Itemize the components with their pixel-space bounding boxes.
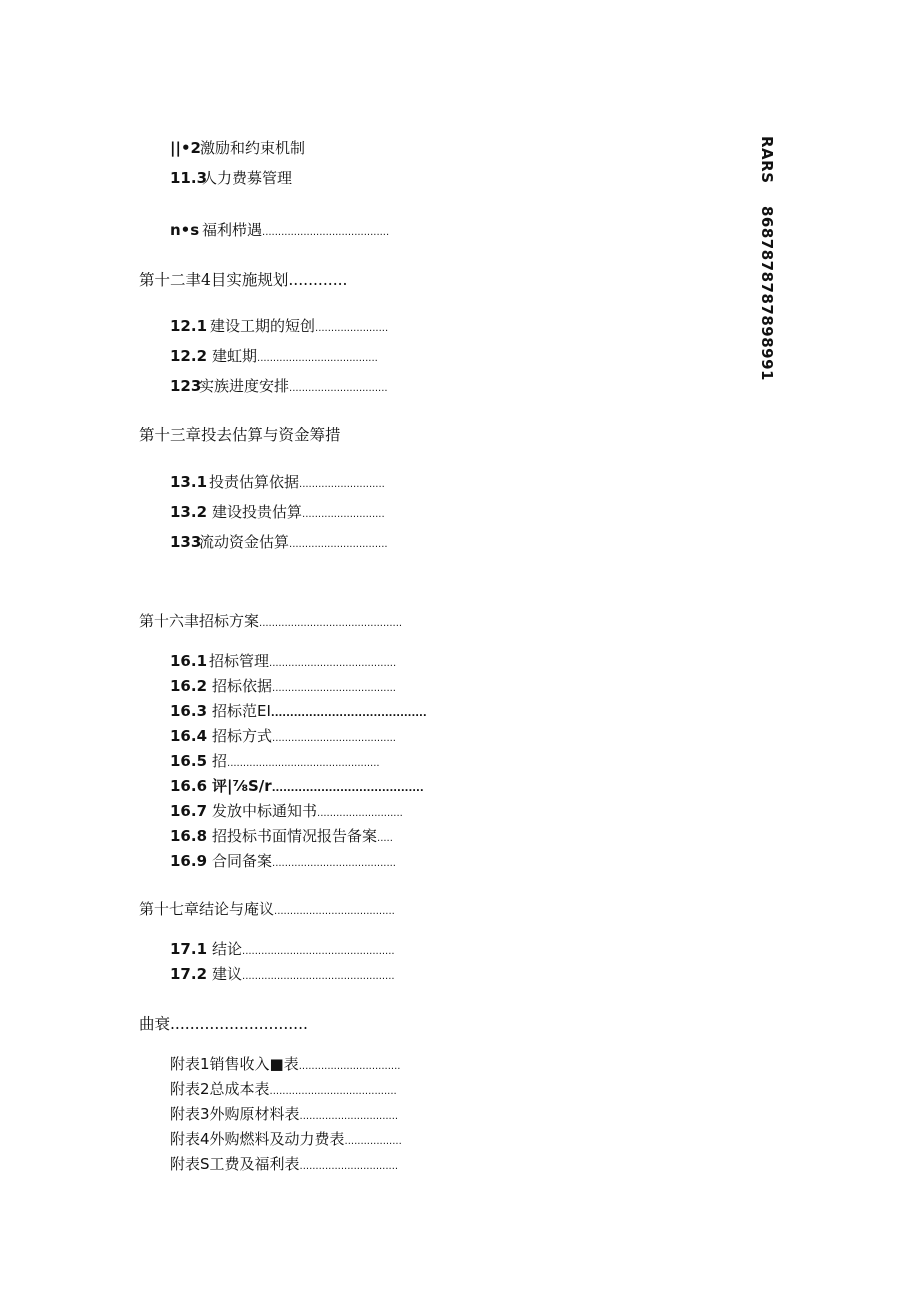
toc-entry-11-2[interactable]	[170, 138, 305, 158]
toc-number: 16.4	[170, 727, 208, 745]
toc-appendix-4[interactable]	[170, 1129, 402, 1152]
toc-entry-16-5[interactable]	[170, 751, 380, 774]
toc-number: 16.6	[170, 777, 208, 795]
toc-chapter-12[interactable]	[139, 270, 348, 290]
toc-entry-12-2[interactable]	[170, 346, 378, 369]
toc-chapter-13[interactable]	[139, 425, 341, 445]
toc-title: 招标管理	[209, 652, 270, 670]
toc-entry-16-7[interactable]	[170, 801, 403, 824]
toc-number: 16.1	[170, 652, 208, 670]
toc-entry-13-1[interactable]	[170, 472, 385, 495]
toc-title: 激励和约束机制	[200, 139, 306, 157]
toc-leader: ...............................	[289, 383, 388, 394]
appendix-title: 附表4外购燃料及动力费表	[170, 1130, 345, 1148]
toc-entry-12-3[interactable]	[170, 376, 388, 399]
toc-leader: ................................................	[242, 971, 395, 982]
toc-appendix-2[interactable]	[170, 1079, 397, 1102]
toc-title: 招标依据	[212, 677, 273, 695]
appendix-title: 附表S工费及福利表	[170, 1155, 300, 1173]
toc-appendix-heading[interactable]	[139, 1014, 308, 1034]
toc-entry-16-6[interactable]	[170, 776, 424, 799]
toc-appendix-5[interactable]	[170, 1154, 398, 1177]
toc-title: 招投标书面情况报告备案	[212, 827, 378, 845]
toc-number: 123	[170, 377, 202, 395]
toc-title: 人力费募管理	[202, 169, 293, 187]
toc-title: 招标方式	[212, 727, 273, 745]
toc-title: 招标范EI	[212, 702, 271, 720]
toc-title: 建议	[212, 965, 243, 983]
toc-entry-16-4[interactable]	[170, 726, 396, 749]
toc-entry-17-2[interactable]	[170, 964, 395, 987]
toc-title: 福利栉遇	[202, 221, 263, 239]
toc-leader: ........................................	[271, 783, 424, 794]
chapter-title: 第十二聿4目实施规划............	[139, 271, 348, 289]
toc-leader: ...............................	[299, 1111, 399, 1122]
toc-title: 合同备案	[212, 852, 273, 870]
toc-leader: .......................................	[272, 858, 396, 869]
toc-leader: ........................................	[269, 658, 397, 669]
toc-leader: ................................................	[227, 758, 380, 769]
toc-leader: .......................................	[272, 733, 396, 744]
toc-title: 招	[212, 752, 228, 770]
toc-number: 17.1	[170, 940, 208, 958]
side-page-numbers: 8687878787898991	[758, 206, 776, 381]
toc-entry-13-3[interactable]	[170, 532, 388, 555]
toc-title: 评|⅞S/r	[212, 777, 272, 795]
toc-number: 16.5	[170, 752, 208, 770]
toc-number: 11.3	[170, 169, 208, 187]
toc-leader: ...............................	[299, 1161, 399, 1172]
toc-entry-16-2[interactable]	[170, 676, 396, 699]
side-page-label-top: RARS	[758, 136, 776, 184]
toc-number: 13.2	[170, 503, 208, 521]
toc-appendix-3[interactable]	[170, 1104, 398, 1127]
toc-leader: .....	[377, 833, 393, 844]
toc-entry-13-2[interactable]	[170, 502, 385, 525]
toc-number: 17.2	[170, 965, 208, 983]
toc-leader: ...............................	[289, 539, 388, 550]
toc-leader: ................................	[298, 1061, 401, 1072]
toc-appendix-1[interactable]	[170, 1054, 400, 1077]
toc-title: 建设投贵估算	[212, 503, 303, 521]
chapter-title: 曲衰............................	[139, 1015, 308, 1033]
appendix-title: 附表1销售收入■表	[170, 1055, 299, 1073]
toc-number: 16.8	[170, 827, 208, 845]
toc-entry-11-4[interactable]	[170, 220, 389, 243]
toc-number: n•s	[170, 221, 200, 239]
toc-entry-16-1[interactable]	[170, 651, 396, 674]
toc-leader: ...........................	[299, 479, 385, 490]
toc-chapter-16[interactable]	[139, 611, 402, 634]
toc-title: 实族进度安排	[199, 377, 290, 395]
toc-leader: ..................	[344, 1136, 402, 1147]
toc-leader: .........................................	[270, 708, 427, 719]
toc-chapter-17[interactable]	[139, 899, 395, 922]
toc-number: 16.7	[170, 802, 208, 820]
toc-number: ||•2	[170, 139, 201, 157]
appendix-title: 附表3外购原材料表	[170, 1105, 300, 1123]
toc-number: 12.1	[170, 317, 208, 335]
toc-title: 投责估算依据	[209, 473, 300, 491]
toc-leader: ................................................	[242, 946, 395, 957]
toc-leader: .......................................	[272, 683, 396, 694]
toc-leader: ......................................	[274, 906, 395, 917]
toc-entry-16-9[interactable]	[170, 851, 396, 874]
toc-leader: .......................	[315, 323, 389, 334]
toc-leader: ........................................	[262, 227, 390, 238]
toc-number: 133	[170, 533, 202, 551]
toc-leader: ......................................	[257, 353, 378, 364]
toc-number: 16.3	[170, 702, 208, 720]
toc-number: 12.2	[170, 347, 208, 365]
chapter-title: 第十三章投去估算与资金筹措	[139, 426, 341, 444]
toc-leader: ...........................	[317, 808, 403, 819]
toc-entry-16-8[interactable]	[170, 826, 393, 849]
toc-entry-16-3[interactable]	[170, 701, 427, 724]
toc-leader: .............................................	[259, 618, 403, 629]
toc-title: 结论	[212, 940, 243, 958]
toc-entry-11-3[interactable]	[170, 168, 292, 188]
toc-title: 流动资金估算	[199, 533, 290, 551]
toc-entry-17-1[interactable]	[170, 939, 395, 962]
chapter-title: 第十七章结论与庵议	[139, 900, 275, 918]
toc-number: 16.9	[170, 852, 208, 870]
toc-number: 13.1	[170, 473, 208, 491]
chapter-title: 第十六聿招标方案	[139, 612, 260, 630]
toc-title: 发放中标通知书	[212, 802, 318, 820]
toc-title: 建设工期的短创	[210, 317, 316, 335]
toc-entry-12-1[interactable]	[170, 316, 388, 339]
appendix-title: 附表2总成本表	[170, 1080, 270, 1098]
toc-leader: ........................................	[269, 1086, 397, 1097]
toc-title: 建虹期	[212, 347, 258, 365]
toc-leader: ..........................	[302, 509, 385, 520]
toc-number: 16.2	[170, 677, 208, 695]
